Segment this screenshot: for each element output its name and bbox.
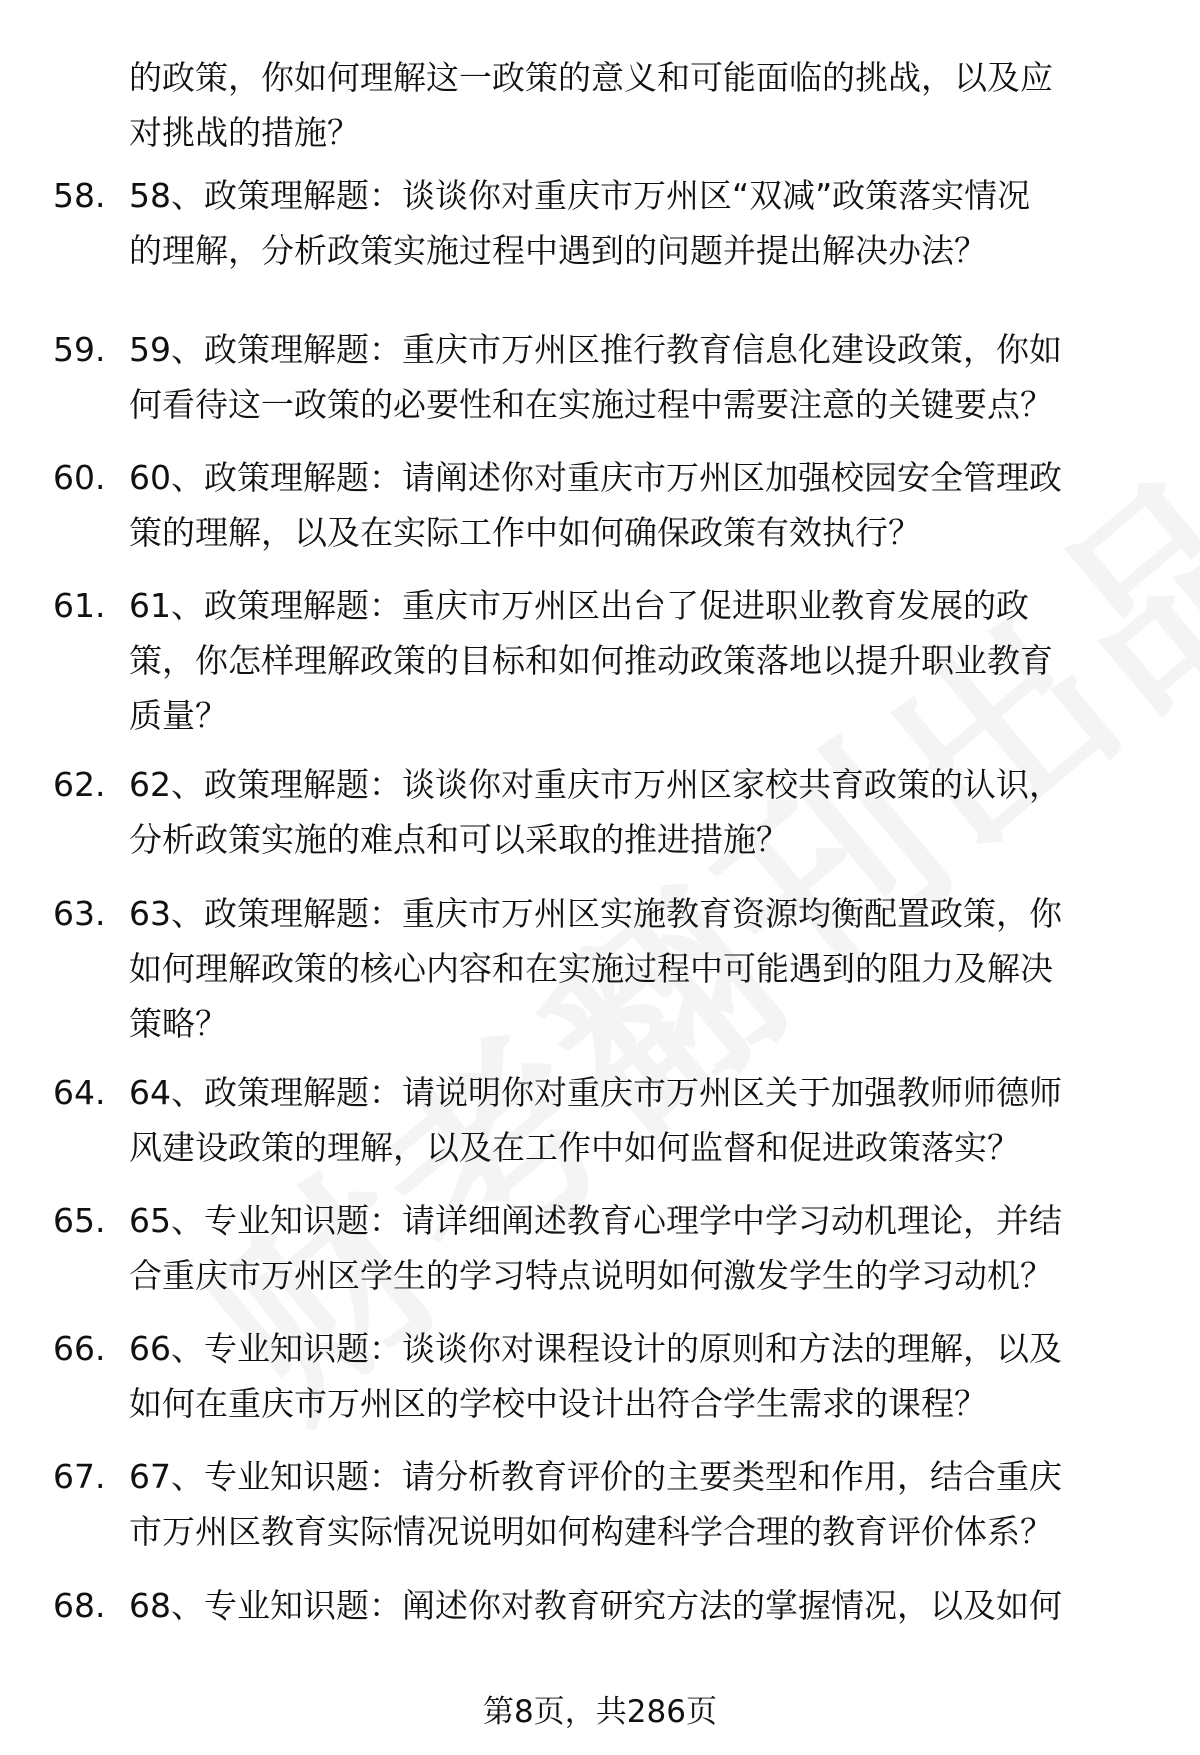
text-line: 市万州区教育实际情况说明如何构建科学合理的教育评价体系？: [129, 1512, 1053, 1551]
item-number: 62.: [53, 765, 106, 804]
text-line: 68、专业知识题：阐述你对教育研究方法的掌握情况，以及如何: [129, 1586, 1062, 1625]
text-line: 64、政策理解题：请说明你对重庆市万州区关于加强教师师德师: [129, 1073, 1062, 1112]
text-line: 风建设政策的理解，以及在工作中如何监督和促进政策落实？: [129, 1128, 1020, 1167]
text-line: 分析政策实施的难点和可以采取的推进措施？: [129, 820, 789, 859]
text-line: 合重庆市万州区学生的学习特点说明如何激发学生的学习动机？: [129, 1256, 1053, 1295]
text-line: 对挑战的措施？: [129, 113, 360, 152]
text-line: 如何在重庆市万州区的学校中设计出符合学生需求的课程？: [129, 1384, 987, 1423]
text-line: 策略？: [129, 1004, 228, 1043]
item-number: 67.: [53, 1457, 106, 1496]
text-line: 59、政策理解题：重庆市万州区推行教育信息化建设政策，你如: [129, 330, 1062, 369]
text-line: 66、专业知识题：谈谈你对课程设计的原则和方法的理解，以及: [129, 1329, 1062, 1368]
text-line: 62、政策理解题：谈谈你对重庆市万州区家校共育政策的认识，: [129, 765, 1062, 804]
text-line: 的理解，分析政策实施过程中遇到的问题并提出解决办法？: [129, 231, 987, 270]
item-number: 59.: [53, 330, 106, 369]
item-number: 60.: [53, 458, 106, 497]
item-number: 61.: [53, 586, 106, 625]
text-line: 如何理解政策的核心内容和在实施过程中可能遇到的阻力及解决: [129, 949, 1053, 988]
text-line: 58、政策理解题：谈谈你对重庆市万州区“双减”政策落实情况: [129, 176, 1031, 215]
text-line: 67、专业知识题：请分析教育评价的主要类型和作用，结合重庆: [129, 1457, 1062, 1496]
text-line: 策，你怎样理解政策的目标和如何推动政策落地以提升职业教育: [129, 641, 1053, 680]
text-line: 65、专业知识题：请详细阐述教育心理学中学习动机理论，并结: [129, 1201, 1062, 1240]
text-line: 的政策，你如何理解这一政策的意义和可能面临的挑战，以及应: [129, 58, 1053, 97]
text-line: 策的理解，以及在实际工作中如何确保政策有效执行？: [129, 513, 921, 552]
item-number: 63.: [53, 894, 106, 933]
item-number: 65.: [53, 1201, 106, 1240]
item-number: 58.: [53, 176, 106, 215]
item-number: 66.: [53, 1329, 106, 1368]
item-number: 68.: [53, 1586, 106, 1625]
text-line: 何看待这一政策的必要性和在实施过程中需要注意的关键要点？: [129, 385, 1053, 424]
text-line: 质量？: [129, 696, 228, 735]
text-line: 63、政策理解题：重庆市万州区实施教育资源均衡配置政策，你: [129, 894, 1062, 933]
text-line: 60、政策理解题：请阐述你对重庆市万州区加强校园安全管理政: [129, 458, 1062, 497]
text-line: 61、政策理解题：重庆市万州区出台了促进职业教育发展的政: [129, 586, 1029, 625]
page-number: 第8页，共286页: [483, 1694, 717, 1730]
item-number: 64.: [53, 1073, 106, 1112]
